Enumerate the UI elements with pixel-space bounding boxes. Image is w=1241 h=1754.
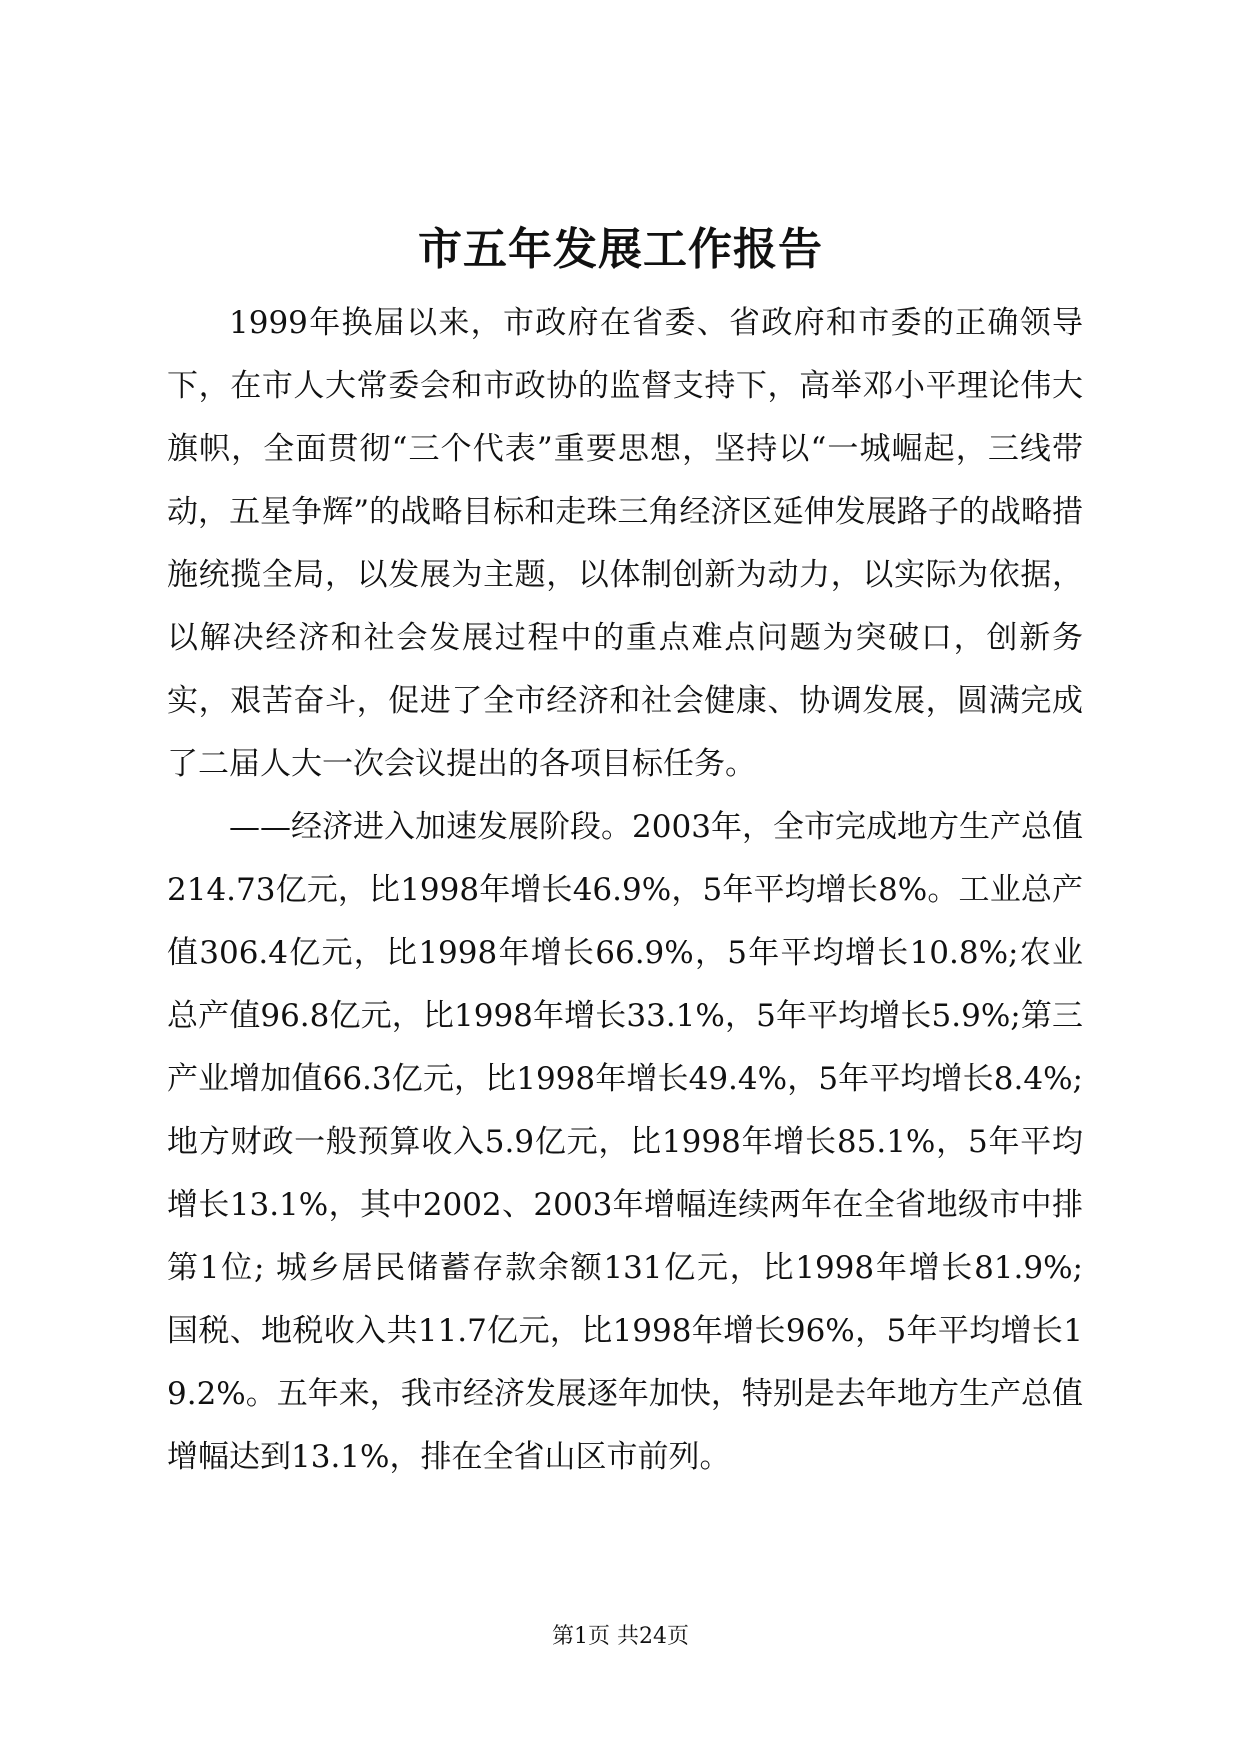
page-footer: 第1页 共24页 [552,1624,689,1649]
document-title: 市五年发展工作报告 [418,224,823,275]
document-body [167,292,1083,1489]
paragraph-intro: 1999年换届以来，市政府在省委、省政府和市委的正确领导下，在市人大常委会和市政协的监督支持下，高举邓小平理论伟大旗帜，全面贯彻“三个代表”重要思想，坚持以“一城崛起，三线带动，五星争辉”的战略目标和走珠三角经济区延伸发展路子的战略措施统揽全局，以发展为主题，以体制创新为动力，以实际为依据，以解决经济和社会发展过程中的重点难点问题为突破口，创新务实，艰苦奋斗，促进了全市经济和社会健康、协调发展，圆满完成了二届人大一次会议提出的各项目标任务。 [167,305,1083,782]
paragraph-economy: ——经济进入加速发展阶段。2003年，全市完成地方生产总值214.73亿元，比1998年增长46.9%，5年平均增长8%。工业总产值306.4亿元，比1998年增长66.9%，5年平均增长10.8%;农业总产值96.8亿元，比1998年增长33.1%，5年平均增长5.9%;第三产业增加值66.3亿元，比1998年增长49.4%，5年平均增长8.4%;地方财政一般预算收入5.9亿元，比1998年增长85.1%，5年平均增长13.1%，其中2002、2003年增幅连续两年在全省地级市中排第1位; 城乡居民储蓄存款余额131亿元，比1998年增长81.9%; 国税、地税收入共11.7亿元，比1998年增长96%，5年平均增长19.2%。五年来，我市经济发展逐年加快，特别是去年地方生产总值增幅达到13.1%，排在全省山区市前列。 [167,809,1083,1475]
